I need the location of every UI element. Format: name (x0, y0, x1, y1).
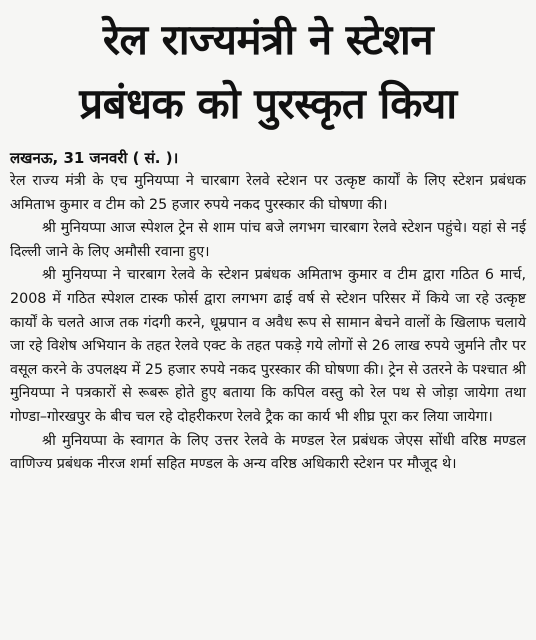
paragraph-3: श्री मुनियप्पा ने चारबाग रेलवे के स्टेशन प्रबंधक अमिताभ कुमार व टीम द्वारा गठित 6 मार्च, 2008 में गठित स्पेशल टास्क फोर्स द्वारा लगभग ढाई वर्ष से स्टेशन परिसर में किये जा रहे उत्कृष्ट कार्यों के चलते आज तक गंदगी करने, धूम्रपान व अवैध रूप से सामान बेचने वालों के खिलाफ चलाये जा रहे विशेष अभियान के तहत रेलवे एक्ट के तहत पकड़े गये लोगों से 26 लाख रुपये जुर्माने तौर पर वसूल करने के उपलक्ष्य में 25 हजार रुपये नकद पुरस्कार की घोषणा की। ट्रेन से उतरने के पश्चात श्री मुनियप्पा ने पत्रकारों से रूबरू होते हुए बताया कि कपिल वस्तु को रेल पथ से जोड़ा जायेगा तथा गोण्डा–गोरखपुर के बीच चल रहे दोहरीकरण रेलवे ट्रैक का कार्य भी शीघ्र पूरा कर लिया जायेगा। (10, 267, 526, 425)
paragraph-2: श्री मुनियप्पा आज स्पेशल ट्रेन से शाम पांच बजे लगभग चारबाग रेलवे स्टेशन पहुंचे। यहां से नई दिल्ली जाने के लिए अमौसी रवाना हुए। (10, 220, 526, 260)
article-body (10, 170, 526, 477)
headline-line-2: प्रबंधक को पुरस्कृत किया (79, 79, 457, 128)
paragraph-4: श्री मुनियप्पा के स्वागत के लिए उत्तर रेलवे के मण्डल रेल प्रबंधक जेएस सोंधी वरिष्ठ मण्डल वाणिज्य प्रबंधक नीरज शर्मा सहित मण्डल के अन्य वरिष्ठ अधिकारी स्टेशन पर मौजूद थे। (10, 432, 526, 473)
headline-line-1: रेल राज्यमंत्री ने स्टेशन (102, 15, 434, 64)
dateline: लखनऊ, 31 जनवरी ( सं. )। (10, 149, 179, 167)
headline (10, 8, 526, 136)
paragraph-1: रेल राज्य मंत्री के एच मुनियप्पा ने चारबाग रेलवे स्टेशन पर उत्कृष्ट कार्यों के लिए स्टेशन प्रबंधक अमिताभ कुमार व टीम को 25 हजार रुपये नकद पुरस्कार की घोषणा की। (10, 173, 526, 213)
